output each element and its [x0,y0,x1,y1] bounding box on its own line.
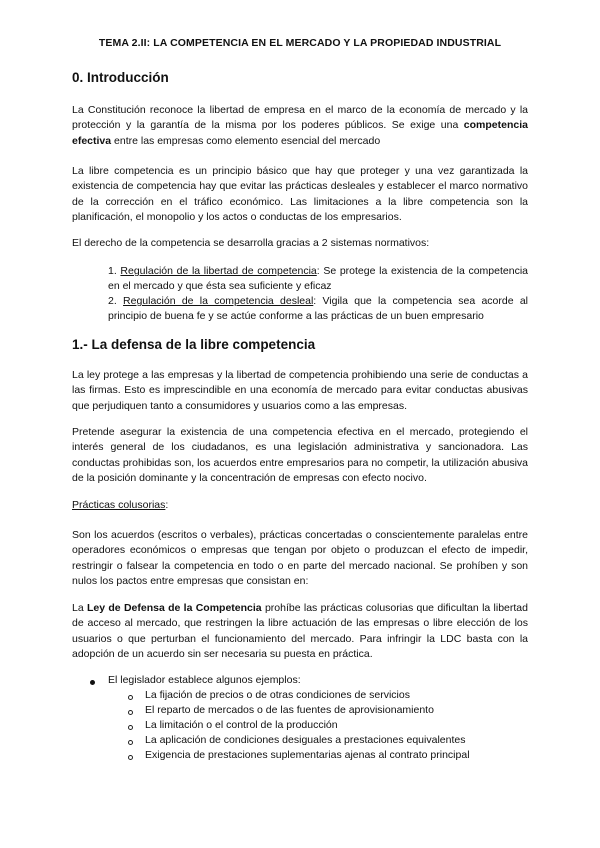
intro-p1-text-b: entre las empresas como elemento esencial del mercado [111,134,381,147]
example-item-5: Exigencia de prestaciones suplementarias ajenas al contrato principal [145,749,470,761]
ldc-bold: Ley de Defensa de la Competencia [86,602,262,614]
system-item-1 [108,264,528,295]
ldc-text-a: La [72,602,87,614]
section-1-paragraph-1: La ley protege a las empresas y la libertad de competencia prohibiendo una serie de conductas a las firmas. Esto es imprescindible en una economía de mercado para evitar conductas abusivas que perjudiquen tanto a consumidores y usuarios como a las empresas. [72,369,528,412]
circle-bullet-icon [128,695,133,700]
circle-bullet-icon [128,755,133,760]
section-1-paragraph-4 [72,601,528,662]
example-item-4: La aplicación de condiciones desiguales a prestaciones equivalentes [145,734,466,746]
intro-heading: 0. Introducción [72,70,169,85]
example-item-1: La fijación de precios o de otras condiciones de servicios [145,689,410,701]
document-title: TEMA 2.II: LA COMPETENCIA EN EL MERCADO Y LA PROPIEDAD INDUSTRIAL [98,37,502,49]
circle-bullet-icon [128,725,133,730]
intro-p1-bold: competencia efectiva [72,119,528,147]
circle-bullet-icon [128,740,133,745]
system-2-title: Regulación de la competencia desleal [123,295,314,307]
intro-paragraph-3: El derecho de la competencia se desarrolla gracias a 2 sistemas normativos: [72,237,430,249]
section-1-paragraph-3: Son los acuerdos (escritos o verbales), prácticas concertadas o conscientemente paralelas entre operadores económicos o empresas que tengan por objeto o produzcan el efecto de impedir, restringir o falsear la competencia en todo o en parte del mercado nacional. Se prohíben y son nulos los pactos entre empresas que consistan en: [72,529,528,587]
system-1-title: Regulación de la libertad de competencia [120,265,317,277]
colusorias-colon: : [165,499,169,511]
example-item-2: El reparto de mercados o de las fuentes de aprovisionamiento [145,704,434,716]
system-2-text: : Vigila que la competencia sea acorde al principio de buena fe y se actúe conforme a las prácticas de un buen empresario [108,295,528,323]
intro-p1-text-a: La Constitución reconoce la libertad de empresa en el marco de la economía de mercado y la protección y la garantía de la misma por los poderes públicos. Se exige una [72,104,528,132]
section-1-paragraph-2: Pretende asegurar la existencia de una competencia efectiva en el mercado, protegiendo el interés general de los ciudadanos, es una legislación administrativa y sancionadora. Las conductas prohibidas son, los acuerdos entre empresarios para no competir, la utilización abusiva de la posición dominante y la concentración de empresas con efecto nocivo. [72,426,528,484]
system-item-2 [108,294,528,325]
intro-paragraph-1 [72,103,528,149]
colusorias-title: Prácticas colusorias [72,499,166,511]
ldc-text-b: prohíbe las prácticas colusorias que dificultan la libertad de acceso al mercado, que restringen la libre actuación de las empresas o libre elección de los usuarios o que perturban el funcionamiento del mercado. Para infringir la LDC basta con la adopción de un acuerdo sin ser necesaria su puesta en práctica. [72,602,528,660]
bullet-item: El legislador establece algunos ejemplos: [108,674,301,686]
bullet-dot-icon [90,680,95,685]
colusorias-subheading [72,498,528,513]
circle-bullet-icon [128,710,133,715]
example-item-3: La limitación o el control de la producción [145,719,338,731]
intro-paragraph-2: La libre competencia es un principio básico que hay que proteger y una vez garantizada la existencia de competencia hay que evitar las prácticas desleales y establecer el marco normativo de la corrección en el tráfico económico. Las limitaciones a la libre competencia son la planificación, el monopolio y los actos o conductas de los empresarios. [72,165,528,223]
system-1-number: 1. [108,265,121,277]
system-2-number: 2. [108,295,124,307]
system-1-text: : Se protege la existencia de la competencia en el mercado y que ésta sea suficiente y eficaz [108,265,528,293]
section-1-heading: 1.- La defensa de la libre competencia [72,337,316,352]
